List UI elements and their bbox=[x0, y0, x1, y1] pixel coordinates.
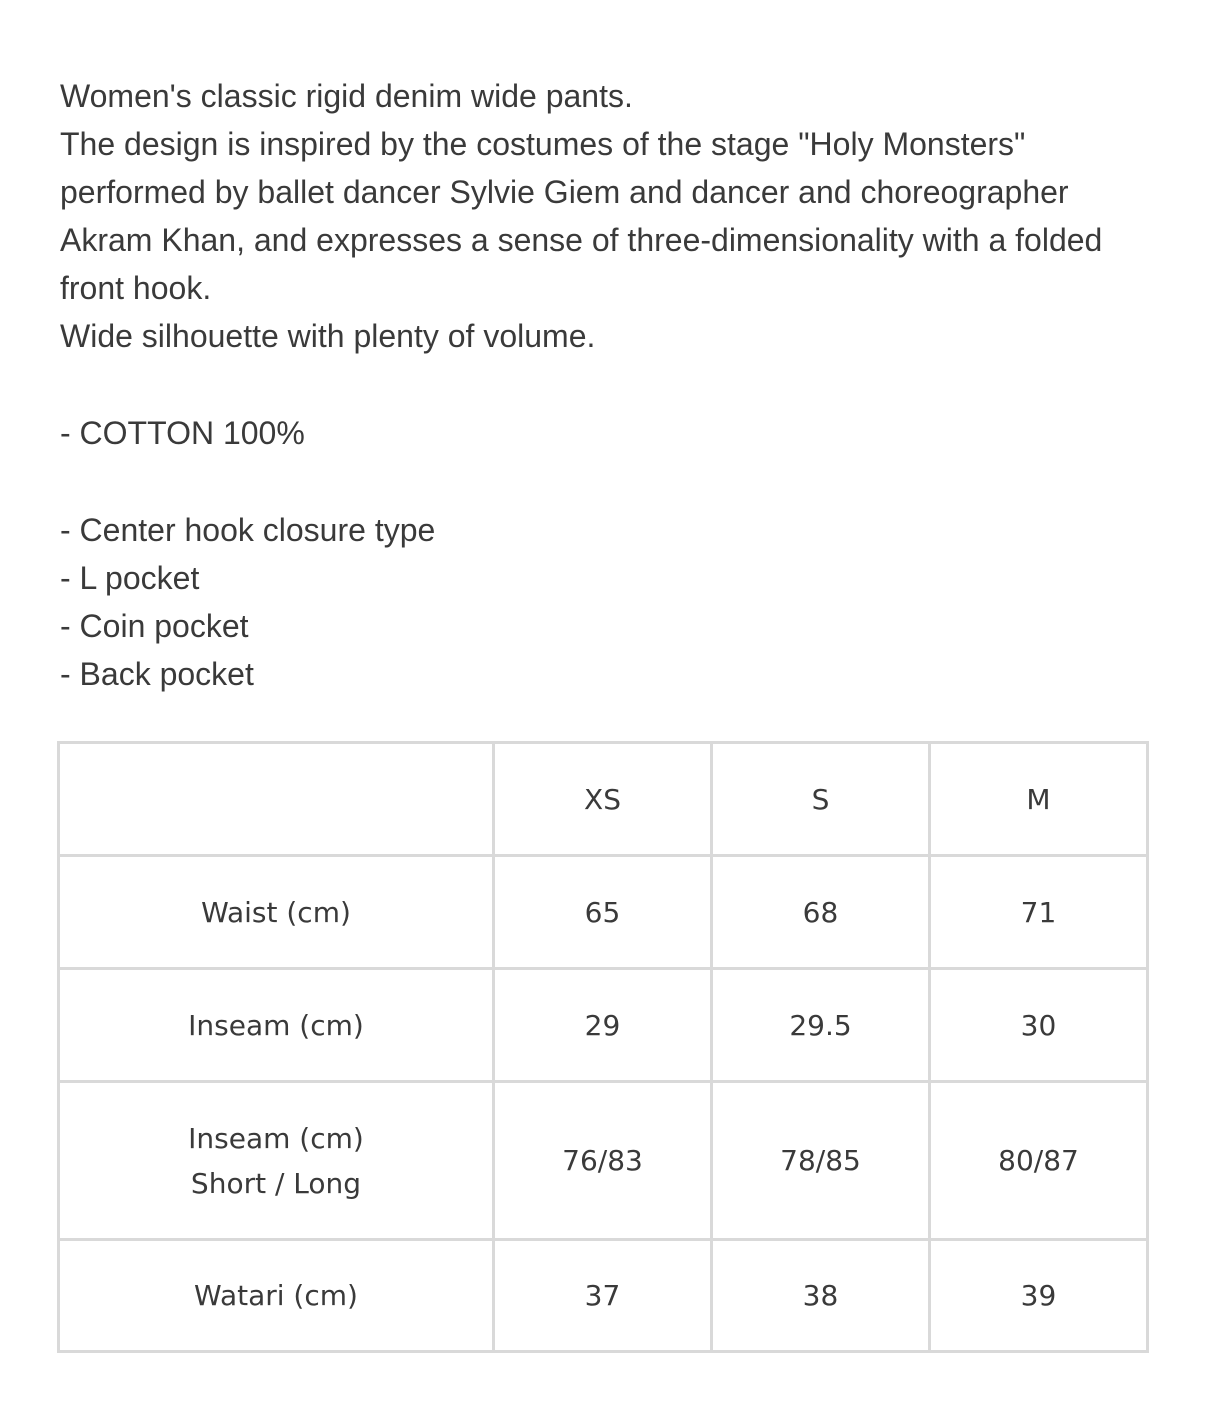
table-cell: 78/85 bbox=[712, 1082, 930, 1240]
description-line: Wide silhouette with plenty of volume. bbox=[60, 318, 596, 354]
row-label bbox=[59, 856, 494, 969]
table-cell: 39 bbox=[930, 1240, 1148, 1352]
table-cell: 29.5 bbox=[712, 969, 930, 1082]
size-header-xs: XS bbox=[494, 743, 712, 856]
table-row bbox=[59, 1082, 1148, 1240]
size-header-s: S bbox=[712, 743, 930, 856]
spacer bbox=[60, 360, 1160, 409]
table-cell: 65 bbox=[494, 856, 712, 969]
table-cell: 38 bbox=[712, 1240, 930, 1352]
row-label-text: Inseam (cm) bbox=[188, 1008, 364, 1042]
table-row bbox=[59, 1240, 1148, 1352]
feature-item: - L pocket bbox=[60, 560, 200, 596]
table-cell: 68 bbox=[712, 856, 930, 969]
size-header-m: M bbox=[930, 743, 1148, 856]
row-label-subtext: Short / Long bbox=[190, 1166, 362, 1200]
row-label bbox=[59, 969, 494, 1082]
table-cell: 80/87 bbox=[930, 1082, 1148, 1240]
description-line: Women's classic rigid denim wide pants. bbox=[60, 78, 633, 114]
table-cell: 76/83 bbox=[494, 1082, 712, 1240]
table-cell: 71 bbox=[930, 856, 1148, 969]
material-line: - COTTON 100% bbox=[60, 415, 305, 451]
row-label-text: Watari (cm) bbox=[194, 1279, 358, 1312]
feature-item: - Back pocket bbox=[60, 656, 254, 692]
feature-item: - Center hook closure type bbox=[60, 512, 436, 548]
feature-item: - Coin pocket bbox=[60, 608, 249, 644]
row-label-text: Inseam (cm) bbox=[188, 1121, 364, 1155]
table-row bbox=[59, 969, 1148, 1082]
table-header-row bbox=[59, 743, 1148, 856]
row-label-text: Waist (cm) bbox=[201, 895, 351, 929]
size-chart-table bbox=[57, 741, 1149, 1353]
row-label bbox=[59, 1082, 494, 1240]
table-cell: 37 bbox=[494, 1240, 712, 1352]
product-description bbox=[60, 72, 1160, 698]
table-cell: 29 bbox=[494, 969, 712, 1082]
row-label bbox=[59, 1240, 494, 1352]
description-line: The design is inspired by the costumes of the stage "Holy Monsters" performed by ballet dancer Sylvie Giem and dancer and choreographer Akram Khan, and expresses a sense of three-dimensionality with a folded front hook. bbox=[60, 126, 1103, 306]
table-row bbox=[59, 856, 1148, 969]
table-corner-cell bbox=[59, 743, 494, 856]
spacer bbox=[60, 457, 1160, 506]
table-cell: 30 bbox=[930, 969, 1148, 1082]
